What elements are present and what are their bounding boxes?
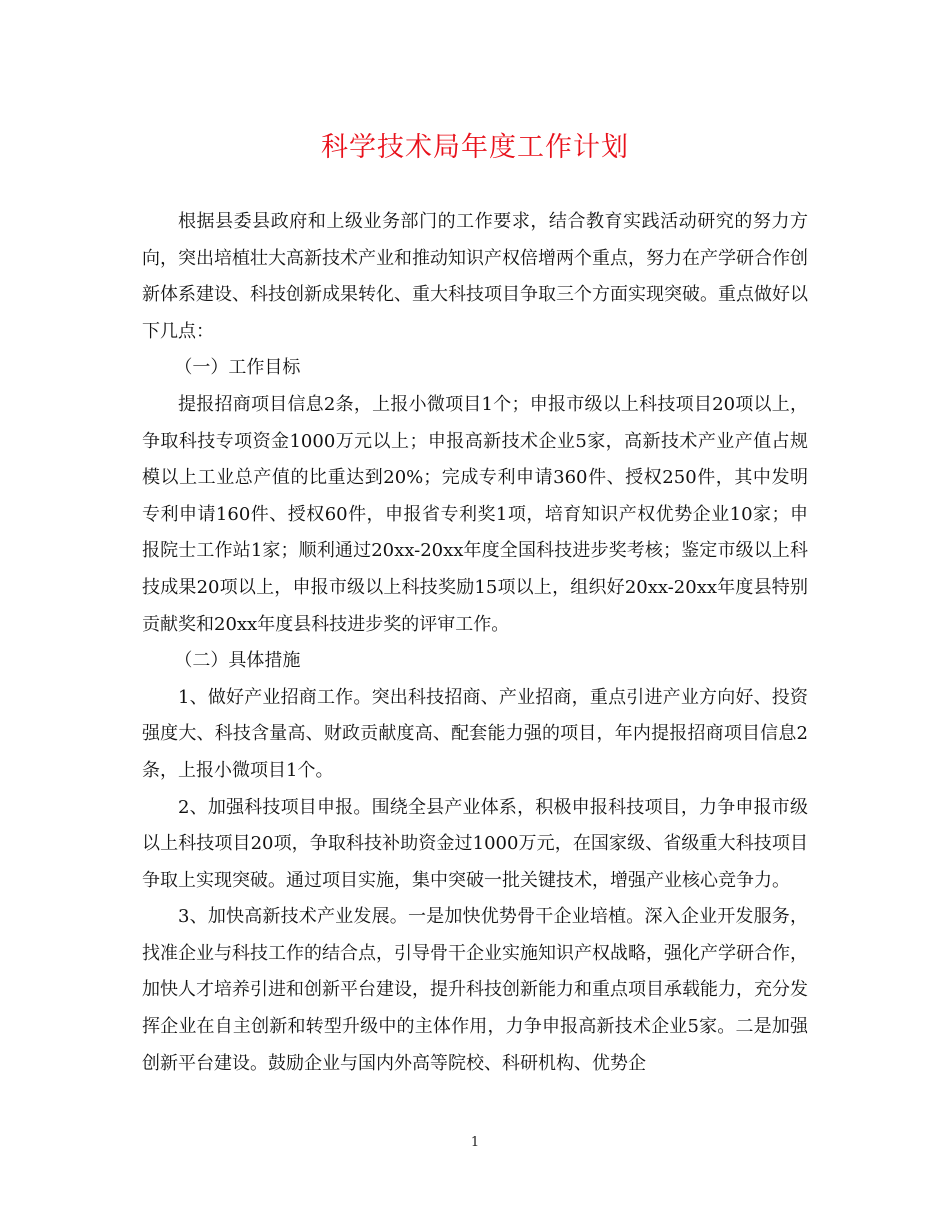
section-heading-goals: （一）工作目标 xyxy=(174,357,301,379)
measure-paragraph-3: 3、加快高新技术产业发展。一是加快优势骨干企业培植。深入企业开发服务，找准企业与科技工作的结合点，引导骨干企业实施知识产权战略，强化产学研合作，加快人才培养引进和创新平台建设，提升科技创新能力和重点项目承载能力，充分发挥企业在自主创新和转型升级中的主体作用，力争申报高新技术企业5家。二是加强创新平台建设。鼓励企业与国内外高等院校、科研机构、优势企 xyxy=(142,906,808,1074)
intro-paragraph: 根据县委县政府和上级业务部门的工作要求，结合教育实践活动研究的努力方向，突出培植壮大高新技术产业和推动知识产权倍增两个重点，努力在产学研合作创新体系建设、科技创新成果转化、重大科技项目争取三个方面实现突破。重点做好以下几点： xyxy=(142,211,808,342)
measure-paragraph-2: 2、加强科技项目申报。围绕全县产业体系，积极申报科技项目，力争申报市级以上科技项目20项，争取科技补助资金过1000万元，在国家级、省级重大科技项目争取上实现突破。通过项目实施，集中突破一批关键技术，增强产业核心竞争力。 xyxy=(142,796,808,891)
page-number: 1 xyxy=(470,1135,480,1150)
goals-paragraph: 提报招商项目信息2条，上报小微项目1个；申报市级以上科技项目20项以上，争取科技专项资金1000万元以上；申报高新技术企业5家，高新技术产业产值占规模以上工业总产值的比重达到20%；完成专利申请360件、授权250件，其中发明专利申请160件、授权60件，申报省专利奖1项，培育知识产权优势企业10家；申报院士工作站1家；顺利通过20xx-20xx年度全国科技进步奖考核；鉴定市级以上科技成果20项以上，申报市级以上科技奖励15项以上，组织好20xx-20xx年度县特别贡献奖和20xx年度县科技进步奖的评审工作。 xyxy=(142,393,808,635)
section-heading-measures: （二）具体措施 xyxy=(174,650,301,672)
measure-paragraph-1: 1、做好产业招商工作。突出科技招商、产业招商，重点引进产业方向好、投资强度大、科技含量高、财政贡献度高、配套能力强的项目，年内提报招商项目信息2条，上报小微项目1个。 xyxy=(142,686,808,781)
document-title: 科学技术局年度工作计划 xyxy=(321,132,629,163)
document-body xyxy=(142,204,808,1082)
